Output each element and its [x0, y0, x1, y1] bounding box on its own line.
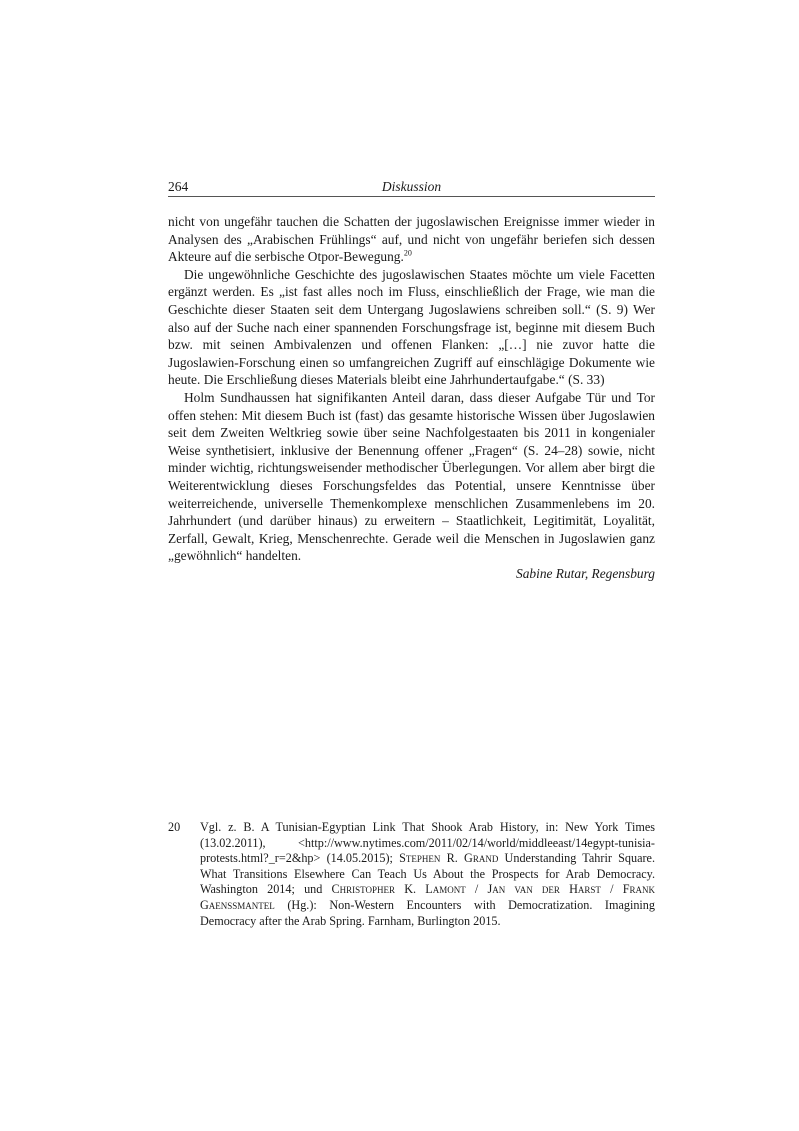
review-signature: Sabine Rutar, Regensburg [516, 565, 655, 581]
running-header [168, 177, 655, 197]
footnote-part-1: Vgl. z. B. A Tunisian-Egyptian Link That Shook Arab History, in: New York Times (13.02.2011), <http://www.nytimes.com/2011/02/14/world/middleeast/14egypt-tunisia-protests.html?_r=2&hp> (14.05.2015); [200, 820, 655, 866]
footnote-author-1: Stephen R. Grand [399, 851, 499, 866]
main-text [168, 213, 655, 582]
footnote-number: 20 [168, 820, 181, 834]
section-title: Diskussion [381, 179, 442, 194]
page-number: 264 [168, 179, 189, 194]
footnote-part-2: Understanding Tahrir Square. What Transitions Elsewhere Can Teach Us About the Prospects for Arab Democracy. Washington 2014; und [200, 851, 655, 897]
footnote-part-3: (Hg.): Non-Western Encounters with Democratization. Imagining Democracy after the Arab Spring. Farnham, Burlington 2015. [200, 897, 655, 928]
footnote-text [200, 820, 655, 929]
footnote-author-2: Christopher K. Lamont / Jan van der Harst / Frank Gaenssmantel [200, 882, 655, 912]
footnote-reference[interactable]: 20 [403, 248, 412, 258]
paragraph-3: Holm Sundhaussen hat signifikanten Anteil daran, dass dieser Aufgabe Tür und Tor offen stehen: Mit diesem Buch ist (fast) das gesamte historische Wissen über Jugoslawien seit dem Zweiten Weltkrieg sowie über seine Nachfolgestaaten bis 2011 in kongenialer Weise synthetisiert, inklusive der Benennung offener „Fragen“ (S. 24–28) sowie, nicht minder wichtig, richtungsweisender methodischer Überlegungen. Vor allem aber birgt die Weiterentwicklung dieses Forschungsfeldes das Potential, unsere Kenntnisse über weiterreichende, universelle Themenkomplexe menschlichen Zusammenlebens im 20. Jahrhundert (und darüber hinaus) zu erweitern – Staatlichkeit, Legitimität, Loyalität, Zerfall, Gewalt, Krieg, Menschenrechte. Gerade weil die Menschen in Jugoslawien ganz „gewöhnlich“ handelten. [168, 389, 655, 564]
footnote-20 [168, 820, 655, 929]
paragraph-2: Die ungewöhnliche Geschichte des jugoslawischen Staates möchte um viele Facetten ergänzt werden. Es „ist fast alles noch im Fluss, einschließlich der Frage, wie man die Geschichte dieser Staaten seit dem Untergang Jugoslawiens schreiben soll.“ (S. 9) Wer also auf der Suche nach einer spannenden Forschungsfrage ist, beginne mit diesem Buch bzw. mit seinen Ambivalenzen und offenen Flanken: „[…] nie zuvor hatte die Jugoslawien-Forschung einen so umfangreichen Zugriff auf einschlägige Dokumente wie heute. Die Erschließung dieses Materials bleibt eine Jahrhundertaufgabe.“ (S. 33) [168, 266, 655, 388]
paragraph-1 [168, 213, 655, 266]
paragraph-1-text: nicht von ungefähr tauchen die Schatten der jugoslawischen Ereignisse immer wieder in Analysen des „Arabischen Frühlings“ auf, und nicht von ungefähr beriefen sich dessen Akteure auf die serbische Otpor-Bewegung. [168, 214, 655, 265]
